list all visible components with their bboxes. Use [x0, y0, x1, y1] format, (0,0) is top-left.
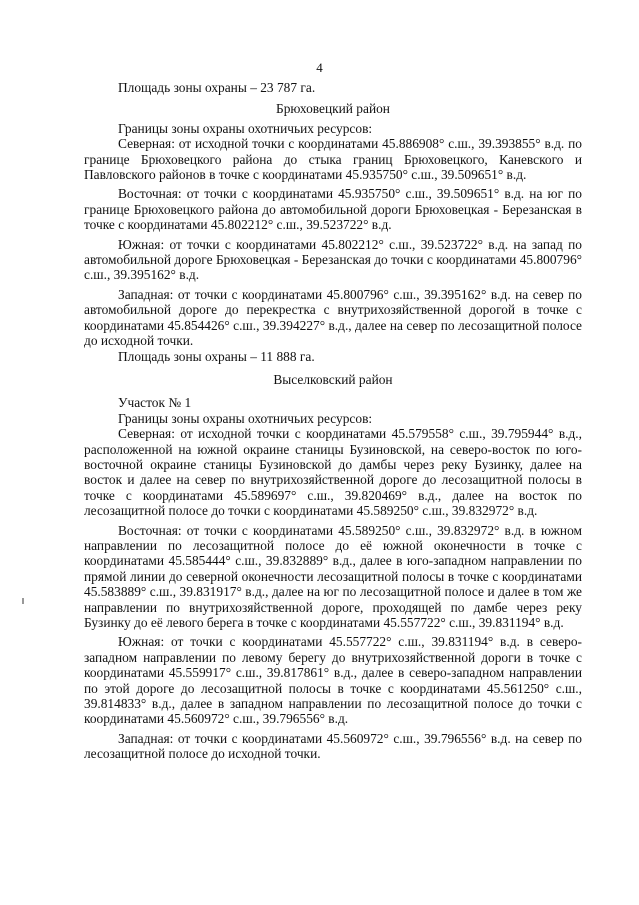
boundaries-intro-2: Границы зоны охраны охотничьих ресурсов:: [118, 410, 373, 426]
boundary-north-2: Северная: от исходной точки с координатами 45.579558° с.ш., 39.795944° в.д., расположенной на южной окраине станицы Бузиновской, на северо-восток по юго-восточной окраине станицы Бузиновской до дамбы через реку Бузинку, далее на восток и далее на север по внутрихозяйственной дороге до лесозащитной полосы в точке с координатами 45.589697° с.ш., 39.820469° в.д., далее на восток по лесозащитной полосе до точки с координатами 45.589250° с.ш., 39.832972° в.д.: [84, 426, 582, 519]
boundary-east-1: Восточная: от точки с координатами 45.935750° с.ш., 39.509651° в.д. на юг по границе Брюховецкого района до автомобильной дороги Брюховецкая - Березанская в точке с координатами 45.802212° с.ш., 39.523722° в.д.: [84, 186, 582, 233]
boundary-west-1: Западная: от точки с координатами 45.800796° с.ш., 39.395162° в.д. на север по автомобильной дороге до перекрестка с внутрихозяйственной дорогой в точке с координатами 45.854426° с.ш., 39.394227° в.д., далее на север по лесозащитной полосе до исходной точки.: [84, 286, 582, 349]
section-number-1: Участок № 1: [118, 395, 192, 411]
page-number: 4: [316, 60, 323, 75]
boundary-south-1: Южная: от точки с координатами 45.802212° с.ш., 39.523722° в.д. на запад по автомобильной дороге Брюховецкая - Березанская до точки с координатами 45.800796° с.ш., 39.395162° в.д.: [84, 236, 582, 283]
boundary-north-1: Северная: от исходной точки с координатами 45.886908° с.ш., 39.393855° в.д. по границе Брюховецкого района до стыка границ Брюховецкого, Каневского и Павловского районов в точке с координатами 45.935750° с.ш., 39.509651° в.д.: [84, 136, 582, 183]
boundary-east-2: Восточная: от точки с координатами 45.589250° с.ш., 39.832972° в.д. в южном направлении по лесозащитной полосе до её южной оконечности в точке с координатами 45.585444° с.ш., 39.832889° в.д., далее в юго-западном направлении по прямой линии до северной оконечности лесозащитной полосы в точке с координатами 45.583889° с.ш., 39.831917° в.д., далее на юг по лесозащитной полосе и далее в том же направлении по внутрихозяйственной дороге, проходящей по дамбе через реку Бузинку до её левого берега в точке с координатами 45.557722° с.ш., 39.831194° в.д.: [84, 522, 582, 630]
margin-mark: [22, 598, 24, 604]
protection-area-total-2: Площадь зоны охраны – 11 888 га.: [118, 348, 315, 364]
district-heading-bryukhovetsky: Брюховецкий район: [276, 101, 390, 117]
district-heading-vyselkovsky: Выселковский район: [273, 371, 393, 387]
document-body: [84, 80, 582, 762]
boundary-south-2: Южная: от точки с координатами 45.557722° с.ш., 39.831194° в.д. в северо-западном направлении по левому берегу до внутрихозяйственной дороги в точке с координатами 45.559917° с.ш., 39.817861° в.д., далее в северо-западном направлении по этой дороге до лесозащитной полосы в точке с координатами 45.561250° с.ш., 39.814833° в.д., далее в западном направлении по лесозащитной полосе до точки с координатами 45.560972° с.ш., 39.796556° в.д.: [84, 634, 582, 727]
protection-area-total-1: Площадь зоны охраны – 23 787 га.: [118, 80, 316, 95]
boundaries-intro-1: Границы зоны охраны охотничьих ресурсов:: [118, 120, 373, 136]
boundary-west-2: Западная: от точки с координатами 45.560972° с.ш., 39.796556° в.д. на север по лесозащитной полосе до исходной точки.: [84, 730, 582, 762]
